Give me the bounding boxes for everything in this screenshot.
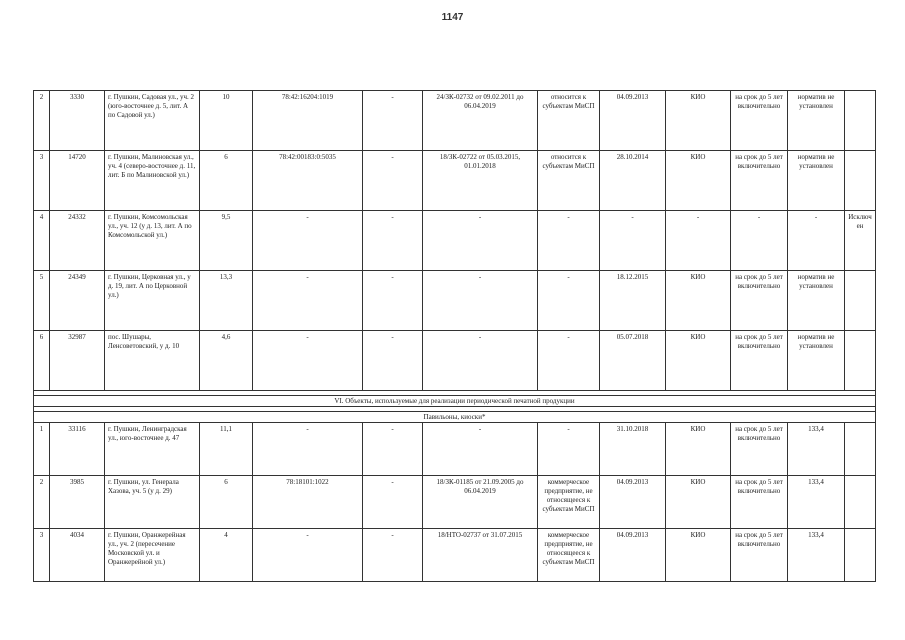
table-body-bottom — [34, 423, 876, 582]
cell-note — [845, 529, 876, 582]
cell-n: 2 — [34, 91, 50, 151]
cell-c5: - — [363, 271, 423, 331]
cell-id: 3330 — [50, 91, 105, 151]
table-row — [34, 529, 876, 582]
cell-term: на срок до 5 лет включительно — [731, 529, 788, 582]
cell-type: КИО — [666, 423, 731, 476]
cell-addr: г. Пушкин, Садовая ул., уч. 2 (юго-восточнее д. 5, лит. А по Садовой ул.) — [105, 91, 200, 151]
cell-area: 4 — [200, 529, 253, 582]
cell-date: 04.09.2013 — [600, 529, 666, 582]
cell-date: 31.10.2018 — [600, 423, 666, 476]
cell-contract: - — [423, 331, 538, 391]
cell-cad: 78:42:16204:1019 — [253, 91, 363, 151]
cell-term: на срок до 5 лет включительно — [731, 91, 788, 151]
cell-id: 33116 — [50, 423, 105, 476]
cell-date: - — [600, 211, 666, 271]
cell-addr: г. Пушкин, Комсомольская ул., уч. 12 (у д. 13, лит. А по Комсомольской ул.) — [105, 211, 200, 271]
cell-note — [845, 91, 876, 151]
cell-term: на срок до 5 лет включительно — [731, 476, 788, 529]
cell-owner: коммерческое предприятие, не относящееся к субъектам МиСП — [538, 476, 600, 529]
cell-term: на срок до 5 лет включительно — [731, 271, 788, 331]
cell-note — [845, 151, 876, 211]
cell-id: 14720 — [50, 151, 105, 211]
cell-n: 3 — [34, 151, 50, 211]
cell-type: КИО — [666, 271, 731, 331]
cell-note — [845, 331, 876, 391]
cell-id: 24332 — [50, 211, 105, 271]
cell-norm: норматив не установлен — [788, 91, 845, 151]
cell-date: 05.07.2018 — [600, 331, 666, 391]
cell-area: 10 — [200, 91, 253, 151]
cell-cad: - — [253, 331, 363, 391]
table-row — [34, 151, 876, 211]
cell-norm: - — [788, 211, 845, 271]
table-row — [34, 423, 876, 476]
cell-note — [845, 271, 876, 331]
table-row — [34, 271, 876, 331]
cell-type: - — [666, 211, 731, 271]
cell-term: на срок до 5 лет включительно — [731, 423, 788, 476]
cell-area: 6 — [200, 476, 253, 529]
cell-id: 32987 — [50, 331, 105, 391]
cell-n: 3 — [34, 529, 50, 582]
cell-date: 04.09.2013 — [600, 91, 666, 151]
cell-c5: - — [363, 331, 423, 391]
cell-date: 04.09.2013 — [600, 476, 666, 529]
cell-cad: - — [253, 271, 363, 331]
cell-term: на срок до 5 лет включительно — [731, 151, 788, 211]
cell-norm: 133,4 — [788, 423, 845, 476]
cell-norm: 133,4 — [788, 476, 845, 529]
cell-n: 5 — [34, 271, 50, 331]
cell-area: 13,3 — [200, 271, 253, 331]
section-header — [34, 391, 876, 423]
cell-type: КИО — [666, 331, 731, 391]
cell-addr: г. Пушкин, Ленинградская ул., юго-восточнее д. 47 — [105, 423, 200, 476]
cell-norm: 133,4 — [788, 529, 845, 582]
page-number: 1147 — [441, 12, 464, 23]
cell-cad: - — [253, 423, 363, 476]
cell-cad: 78:18101:1022 — [253, 476, 363, 529]
cell-contract: - — [423, 423, 538, 476]
cell-contract: 18/ЗК-02722 от 05.03.2015, 01.01.2018 — [423, 151, 538, 211]
cell-owner: - — [538, 331, 600, 391]
cell-cad: 78:42:00183:0:5035 — [253, 151, 363, 211]
cell-norm: норматив не установлен — [788, 271, 845, 331]
cell-area: 11,1 — [200, 423, 253, 476]
cell-addr: пос. Шушары, Ленсоветовский, у д. 10 — [105, 331, 200, 391]
cell-addr: г. Пушкин, Малиновская ул., уч. 4 (северо-восточнее д. 11, лит. Б по Малиновской ул.) — [105, 151, 200, 211]
cell-contract: - — [423, 271, 538, 331]
cell-id: 4034 — [50, 529, 105, 582]
objects-table — [33, 90, 876, 582]
cell-note — [845, 423, 876, 476]
cell-note — [845, 476, 876, 529]
cell-n: 2 — [34, 476, 50, 529]
cell-owner: относится к субъектам МиСП — [538, 91, 600, 151]
cell-owner: относится к субъектам МиСП — [538, 151, 600, 211]
cell-owner: - — [538, 211, 600, 271]
table-row — [34, 211, 876, 271]
cell-id: 3985 — [50, 476, 105, 529]
cell-n: 4 — [34, 211, 50, 271]
table-row — [34, 91, 876, 151]
cell-date: 18.12.2015 — [600, 271, 666, 331]
table-row — [34, 476, 876, 529]
section-title: VI. Объекты, используемые для реализации периодической печатной продукции — [34, 396, 876, 407]
cell-term: на срок до 5 лет включительно — [731, 331, 788, 391]
cell-owner: коммерческое предприятие, не относящееся к субъектам МиСП — [538, 529, 600, 582]
cell-cad: - — [253, 211, 363, 271]
cell-area: 9,5 — [200, 211, 253, 271]
cell-contract: - — [423, 211, 538, 271]
cell-owner: - — [538, 271, 600, 331]
cell-n: 1 — [34, 423, 50, 476]
cell-area: 6 — [200, 151, 253, 211]
cell-c5: - — [363, 151, 423, 211]
cell-contract: 24/ЗК-02732 от 09.02.2011 до 06.04.2019 — [423, 91, 538, 151]
cell-type: КИО — [666, 476, 731, 529]
subsection-title: Павильоны, киоски* — [34, 412, 876, 423]
cell-n: 6 — [34, 331, 50, 391]
cell-term: - — [731, 211, 788, 271]
cell-c5: - — [363, 211, 423, 271]
cell-contract: 18/ЗК-01185 от 21.09.2005 до 06.04.2019 — [423, 476, 538, 529]
cell-type: КИО — [666, 529, 731, 582]
cell-addr: г. Пушкин, ул. Генерала Хазова, уч. 5 (у д. 29) — [105, 476, 200, 529]
cell-addr: г. Пушкин, Церковная ул., у д. 19, лит. А по Церковной ул.) — [105, 271, 200, 331]
cell-note: Исключен — [845, 211, 876, 271]
cell-type: КИО — [666, 91, 731, 151]
table-body-top — [34, 91, 876, 391]
cell-id: 24349 — [50, 271, 105, 331]
table-row — [34, 331, 876, 391]
cell-date: 28.10.2014 — [600, 151, 666, 211]
cell-c5: - — [363, 91, 423, 151]
cell-c5: - — [363, 476, 423, 529]
cell-owner: - — [538, 423, 600, 476]
cell-c5: - — [363, 529, 423, 582]
cell-c5: - — [363, 423, 423, 476]
cell-norm: норматив не установлен — [788, 331, 845, 391]
cell-norm: норматив не установлен — [788, 151, 845, 211]
cell-area: 4,6 — [200, 331, 253, 391]
cell-type: КИО — [666, 151, 731, 211]
cell-addr: г. Пушкин, Оранжерейная ул., уч. 2 (пересечение Московской ул. и Оранжерейной ул.) — [105, 529, 200, 582]
cell-contract: 18/НТО-02737 от 31.07.2015 — [423, 529, 538, 582]
cell-cad: - — [253, 529, 363, 582]
